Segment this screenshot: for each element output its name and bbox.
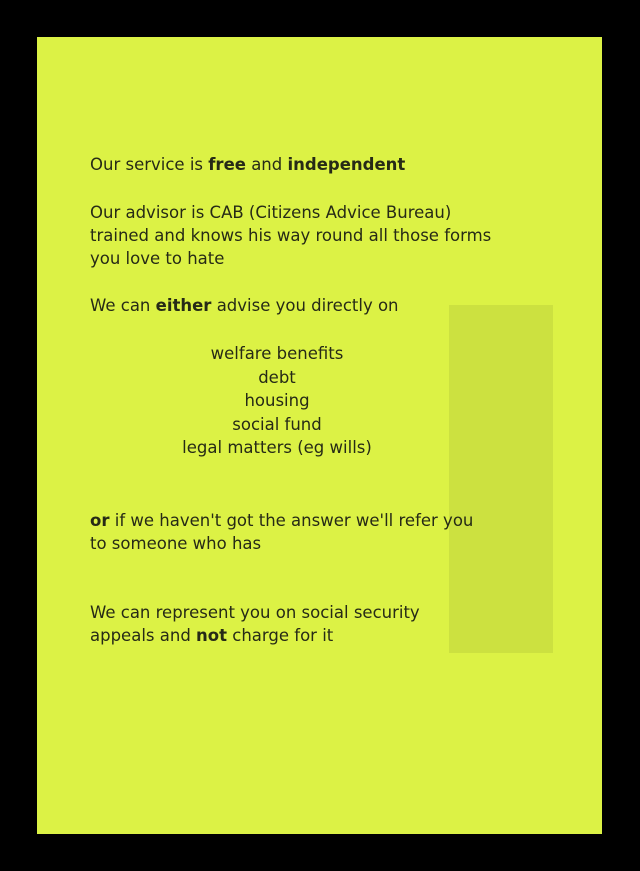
or-emphasis: or — [90, 511, 110, 530]
topics-list — [37, 342, 517, 460]
advisor-line-3: you love to hate — [90, 249, 225, 268]
independent-emphasis: independent — [287, 155, 406, 174]
represent-text-2: charge for it — [227, 626, 334, 645]
refer-line-2: to someone who has — [90, 534, 262, 553]
topic-item: social fund — [232, 414, 322, 434]
refer-line-1 — [90, 509, 473, 532]
intro-text-2: and — [245, 155, 288, 174]
advisor-line-2: trained and knows his way round all those forms — [90, 226, 492, 245]
advisor-line-1: Our advisor is CAB (Citizens Advice Bureau) — [90, 203, 452, 222]
advise-text-2: advise you directly on — [211, 296, 399, 315]
intro-line — [90, 153, 405, 176]
either-emphasis: either — [155, 296, 212, 315]
represent-line-2 — [90, 624, 333, 647]
topic-item: debt — [258, 367, 296, 387]
leaflet-page — [37, 37, 602, 834]
topic-item: welfare benefits — [210, 344, 344, 363]
intro-text-1: Our service is — [90, 155, 209, 174]
represent-text-1: appeals and — [90, 626, 197, 645]
advise-line — [90, 294, 399, 317]
represent-line-1: We can represent you on social security — [90, 603, 420, 622]
refer-text: if we haven't got the answer we'll refer you — [109, 511, 474, 530]
advise-text-1: We can — [90, 296, 156, 315]
not-emphasis: not — [196, 626, 228, 645]
topic-item: housing — [244, 391, 310, 410]
topic-item: legal matters (eg wills) — [182, 438, 372, 457]
free-emphasis: free — [208, 155, 246, 174]
